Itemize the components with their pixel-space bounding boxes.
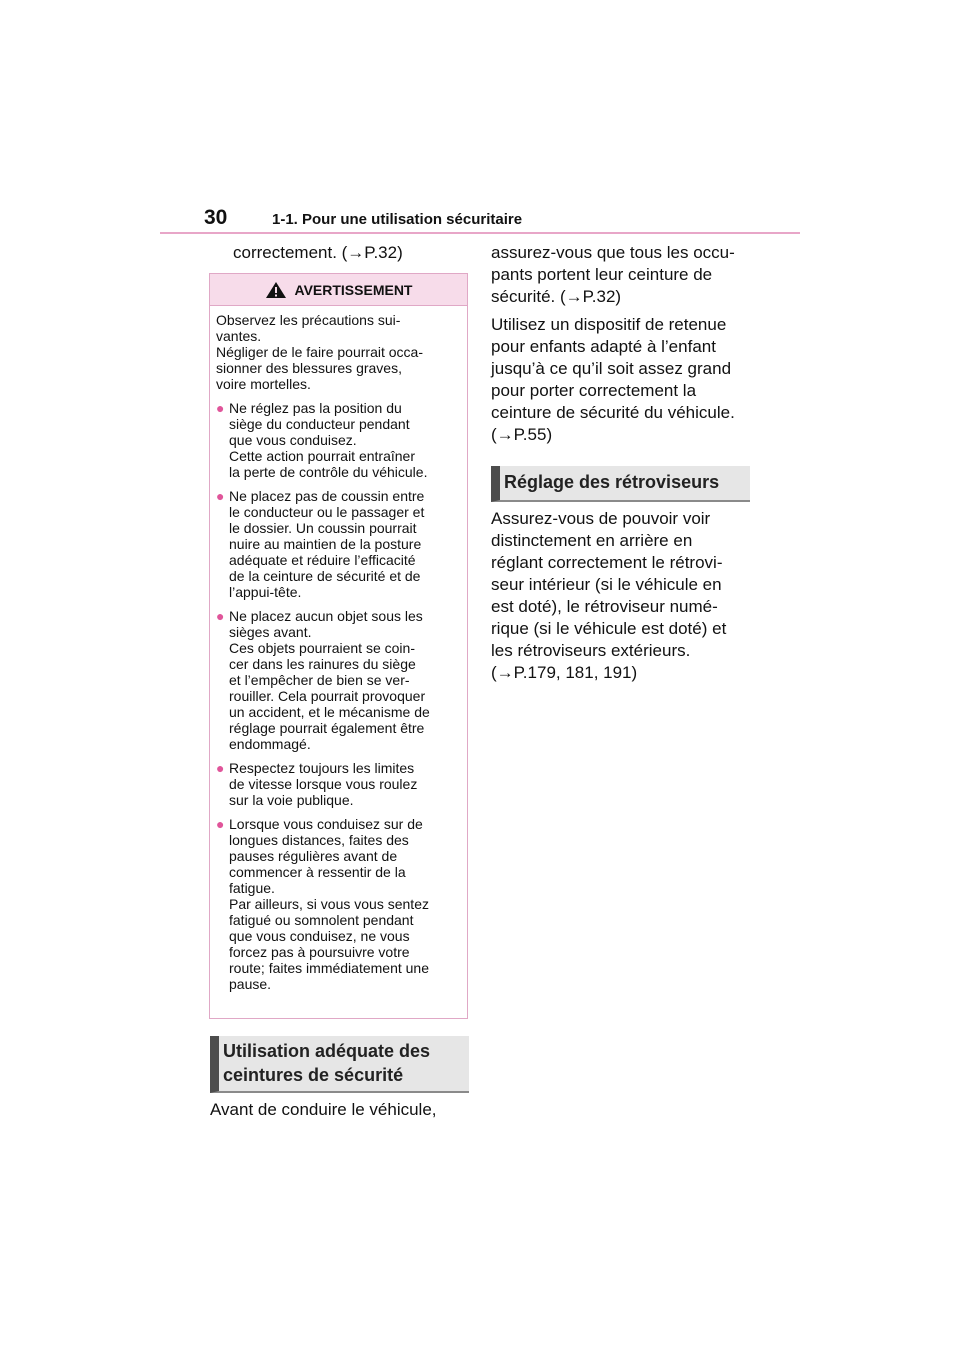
warning-box: [209, 273, 468, 1019]
bullet-line: un accident, et le mécanisme de: [229, 704, 430, 720]
paragraph-line: assurez-vous que tous les occu-: [491, 243, 735, 262]
bullet-line: sur la voie publique.: [229, 792, 354, 808]
bullet-line: Ne réglez pas la position du: [229, 400, 402, 416]
bullet-line: l’appui-tête.: [229, 584, 302, 600]
bullet-line: rouiller. Cela pourrait provoquer: [229, 688, 426, 704]
warning-intro-line: voire mortelles.: [216, 376, 311, 392]
bullet-line: route; faites immédiatement une: [229, 960, 429, 976]
warning-intro-line: Négliger de le faire pourrait occa-: [216, 344, 423, 360]
bullet-line: Par ailleurs, si vous vous sentez: [229, 896, 429, 912]
paragraph-line: (→P.55): [491, 425, 553, 444]
paragraph-line: seur intérieur (si le véhicule en: [491, 575, 722, 594]
bullet-line: Cette action pourrait entraîner: [229, 448, 415, 464]
paragraph: [491, 314, 735, 446]
bullet-line: fatigue.: [229, 880, 275, 896]
paragraph: [491, 242, 735, 308]
bullet-line: siège du conducteur pendant: [229, 416, 410, 432]
seatbelt-intro-text: Avant de conduire le véhicule,: [210, 1100, 437, 1119]
paragraph-line: les rétroviseurs extérieurs.: [491, 641, 691, 660]
warning-intro-line: Observez les précautions sui-: [216, 312, 401, 328]
page-number: 30: [204, 206, 228, 229]
section-title: 1-1. Pour une utilisation sécuritaire: [272, 211, 523, 228]
bullet-dot-icon: ●: [216, 608, 225, 624]
bullet-dot-icon: ●: [216, 760, 225, 776]
paragraph-line: Utilisez un dispositif de retenue: [491, 315, 727, 334]
bullet-dot-icon: ●: [216, 400, 225, 416]
heading-line: Utilisation adéquate des: [223, 1041, 431, 1061]
paragraph-line: pour porter correctement la: [491, 381, 697, 400]
warning-bullet: [216, 816, 461, 992]
paragraph: [491, 508, 726, 684]
warning-bullet: [216, 608, 461, 752]
bullet-line: Ne placez aucun objet sous les: [229, 608, 423, 624]
paragraph-line: est doté), le rétroviseur numé-: [491, 597, 718, 616]
bullet-line: réglage pourrait également être: [229, 720, 425, 736]
warning-content: [210, 306, 467, 992]
bullet-line: que vous conduisez.: [229, 432, 357, 448]
right-column-top: [491, 242, 735, 446]
warning-header: [210, 274, 467, 306]
bullet-line: Ces objets pourraient se coin-: [229, 640, 415, 656]
warning-intro-line: vantes.: [216, 328, 262, 344]
bullet-line: Respectez toujours les limites: [229, 760, 415, 776]
warning-intro-line: sionner des blessures graves,: [216, 360, 402, 376]
paragraph-line: réglant correctement le rétrovi-: [491, 553, 723, 572]
warning-bullet: [216, 488, 461, 600]
paragraph-line: (→P.179, 181, 191): [491, 663, 638, 682]
paragraph-line: sécurité. (→P.32): [491, 287, 622, 306]
bullet-line: Ne placez pas de coussin entre: [229, 488, 425, 504]
paragraph-line: pants portent leur ceinture de: [491, 265, 713, 284]
bullet-line: le conducteur ou le passager et: [229, 504, 425, 520]
warning-triangle-icon: [265, 281, 287, 299]
heading-line: ceintures de sécurité: [223, 1065, 404, 1085]
bullet-line: sièges avant.: [229, 624, 312, 640]
warning-bullet: [216, 760, 461, 808]
paragraph-line: distinctement en arrière en: [491, 531, 693, 550]
paragraph-line: pour enfants adapté à l’enfant: [491, 337, 716, 356]
header-rule: [160, 232, 800, 234]
section-heading-mirrors: Réglage des rétroviseurs: [491, 466, 750, 502]
bullet-line: de la ceinture de sécurité et de: [229, 568, 421, 584]
bullet-line: pause.: [229, 976, 272, 992]
bullet-dot-icon: ●: [216, 488, 225, 504]
bullet-line: de vitesse lorsque vous roulez: [229, 776, 418, 792]
right-column-mirrors: [491, 508, 726, 684]
bullet-line: le dossier. Un coussin pourrait: [229, 520, 417, 536]
warning-title: AVERTISSEMENT: [294, 281, 413, 298]
section-heading-seatbelts: [210, 1036, 469, 1093]
bullet-line: adéquate et réduire l’efficacité: [229, 552, 416, 568]
paragraph-line: Assurez-vous de pouvoir voir: [491, 509, 711, 528]
bullet-line: nuire au maintien de la posture: [229, 536, 422, 552]
left-intro-text: correctement. (→P.32): [233, 243, 403, 262]
paragraph-line: ceinture de sécurité du véhicule.: [491, 403, 735, 422]
bullet-line: et l’empêcher de bien se ver-: [229, 672, 410, 688]
bullet-dot-icon: ●: [216, 816, 225, 832]
bullet-line: que vous conduisez, ne vous: [229, 928, 410, 944]
bullet-line: forcez pas à poursuivre votre: [229, 944, 410, 960]
warning-intro: [216, 312, 461, 392]
bullet-line: endommagé.: [229, 736, 311, 752]
paragraph-line: rique (si le véhicule est doté) et: [491, 619, 727, 638]
bullet-line: la perte de contrôle du véhicule.: [229, 464, 428, 480]
warning-bullet: [216, 400, 461, 480]
paragraph-line: jusqu’à ce qu’il soit assez grand: [491, 359, 732, 378]
bullet-line: fatigué ou somnolent pendant: [229, 912, 414, 928]
bullet-line: cer dans les rainures du siège: [229, 656, 416, 672]
bullet-line: Lorsque vous conduisez sur de: [229, 816, 423, 832]
bullet-line: longues distances, faites des: [229, 832, 409, 848]
bullet-line: pauses régulières avant de: [229, 848, 398, 864]
page-header: [160, 200, 800, 240]
bullet-line: commencer à ressentir de la: [229, 864, 406, 880]
